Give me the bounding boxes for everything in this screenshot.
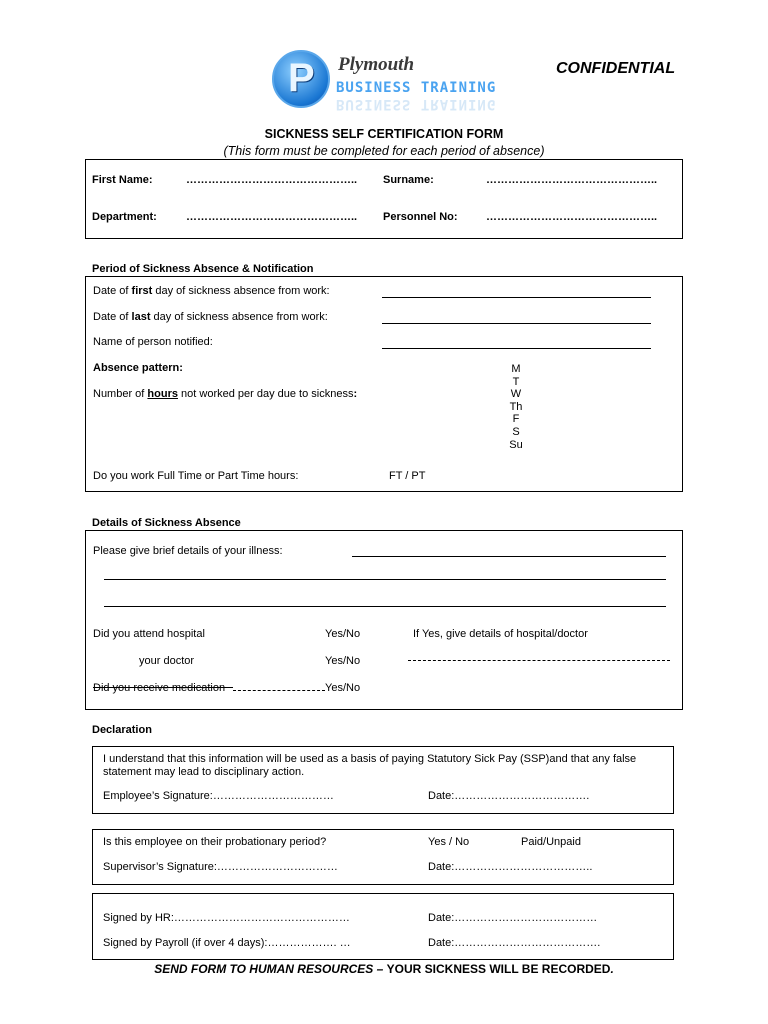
- illness-field-1[interactable]: [352, 556, 666, 557]
- ft-pt-options[interactable]: FT / PT: [389, 470, 426, 482]
- personnel-no-field[interactable]: ………………………………………..: [486, 211, 658, 223]
- weekday-t[interactable]: T: [512, 375, 520, 388]
- footer-instruction: SEND FORM TO HUMAN RESOURCES – YOUR SICKNESS WILL BE RECORDED.: [154, 962, 614, 976]
- hr-date-field[interactable]: Date:…………………………………: [428, 912, 598, 924]
- medication-strike-line: [93, 687, 233, 688]
- company-logo: [272, 48, 512, 114]
- medication-field[interactable]: [233, 690, 325, 691]
- first-day-field[interactable]: [382, 297, 651, 298]
- weekday-m[interactable]: M: [511, 363, 521, 375]
- department-field[interactable]: ………………………………………..: [186, 211, 358, 223]
- hr-payroll-box: [92, 893, 674, 960]
- first-day-label: Date of first day of sickness absence from work:: [93, 285, 330, 297]
- illness-prompt: Please give brief details of your illness:: [93, 545, 283, 557]
- period-box: [85, 276, 683, 492]
- weekday-th[interactable]: Th: [509, 400, 523, 413]
- form-subtitle: (This form must be completed for each period of absence): [223, 144, 545, 158]
- logo-tagline: BUSINESS TRAINING: [336, 80, 497, 96]
- weekday-w[interactable]: W: [510, 388, 522, 401]
- details-heading: Details of Sickness Absence: [92, 517, 241, 529]
- hours-label: Number of hours not worked per day due to sickness:: [93, 388, 358, 400]
- confidential-label: CONFIDENTIAL: [556, 60, 676, 77]
- doctor-details-field[interactable]: [408, 660, 670, 661]
- form-title: SICKNESS SELF CERTIFICATION FORM: [264, 127, 504, 141]
- period-heading: Period of Sickness Absence & Notification: [92, 263, 314, 275]
- last-day-label: Date of last day of sickness absence from work:: [93, 311, 328, 323]
- logo-p-icon: P: [272, 50, 330, 108]
- payroll-signature-field[interactable]: Signed by Payroll (if over 4 days):………………. …: [103, 937, 351, 949]
- paid-unpaid-option[interactable]: Paid/Unpaid: [521, 836, 581, 848]
- declaration-heading: Declaration: [92, 724, 152, 736]
- weekday-su[interactable]: Su: [509, 438, 523, 451]
- hr-signature-field[interactable]: Signed by HR:…………………………………………: [103, 912, 350, 924]
- illness-field-3[interactable]: [104, 606, 666, 607]
- supervisor-signature-field[interactable]: Supervisor’s Signature:……………………………: [103, 861, 338, 873]
- supervisor-date-field[interactable]: Date:………………………………..: [428, 861, 593, 873]
- weekday-f[interactable]: F: [512, 413, 520, 426]
- logo-name: Plymouth: [338, 54, 415, 75]
- first-name-field[interactable]: ………………………………………..: [186, 174, 358, 186]
- payroll-date-field[interactable]: Date:………………………………….: [428, 937, 601, 949]
- last-day-field[interactable]: [382, 323, 651, 324]
- ft-pt-question: Do you work Full Time or Part Time hours:: [93, 470, 299, 482]
- medication-question: Did you receive medication: [93, 682, 226, 694]
- surname-label: Surname:: [383, 174, 434, 186]
- doctor-yes-no[interactable]: Yes/No: [325, 655, 361, 667]
- first-name-label: First Name:: [92, 174, 153, 186]
- person-notified-field[interactable]: [382, 348, 651, 349]
- probation-question: Is this employee on their probationary period?: [103, 836, 327, 848]
- employee-date-field[interactable]: Date:……………………………….: [428, 790, 590, 802]
- weekday-list: [496, 363, 536, 451]
- person-notified-label: Name of person notified:: [93, 336, 213, 348]
- employee-signature-field[interactable]: Employee’s Signature:……………………………: [103, 790, 334, 802]
- personnel-no-label: Personnel No:: [383, 211, 458, 223]
- hospital-yes-no[interactable]: Yes/No: [325, 628, 361, 640]
- medication-yes-no[interactable]: Yes/No: [325, 682, 361, 694]
- weekday-s[interactable]: S: [512, 425, 520, 438]
- doctor-question: your doctor: [139, 655, 195, 667]
- illness-field-2[interactable]: [104, 579, 666, 580]
- hospital-details-label: If Yes, give details of hospital/doctor: [413, 628, 588, 640]
- absence-pattern-label: Absence pattern:: [93, 362, 183, 374]
- declaration-statement: I understand that this information will be used as a basis of paying Statutory Sick Pay (SSP)and that any false statement may lead to disciplinary action.: [103, 753, 637, 778]
- surname-field[interactable]: ………………………………………..: [486, 174, 658, 186]
- personal-details-box: [85, 159, 683, 239]
- probation-yes-no[interactable]: Yes / No: [428, 836, 470, 848]
- hospital-question: Did you attend hospital: [93, 628, 205, 640]
- logo-tagline-reflection: BUSINESS TRAINING: [336, 96, 497, 112]
- department-label: Department:: [92, 211, 157, 223]
